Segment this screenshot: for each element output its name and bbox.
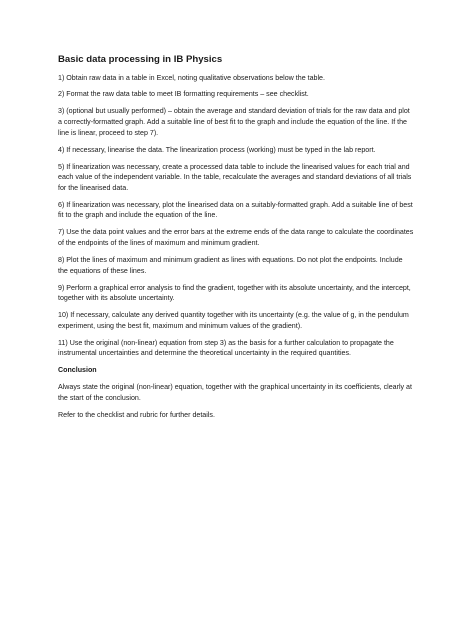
- step-1: 1) Obtain raw data in a table in Excel, noting qualitative observations below the table.: [58, 73, 325, 82]
- conclusion-text: Always state the original (non-linear) equation, together with the graphical uncertainty in its coefficients, clearly at the start of the conclusion.: [58, 383, 412, 402]
- step-6: 6) If linearization was necessary, plot the linearised data on a suitably-formatted graph. Add a suitable line of best fit to the graph and include the equation of the line.: [58, 200, 413, 220]
- step-10: 10) If necessary, calculate any derived quantity together with its uncertainty (e.g. the value of g, in the pendulum experiment, using the best fit, maximum and minimum values of the gradient).: [58, 311, 409, 330]
- step-8: 8) Plot the lines of maximum and minimum gradient as lines with equations. Do not plot the endpoints. Include the equations of these lines.: [58, 255, 403, 275]
- step-11: 11) Use the original (non-linear) equation from step 3) as the basis for a further calculation to propagate the instrumental uncertainties and determine the theoretical uncertainty in the required quantities.: [58, 338, 394, 358]
- step-5: 5) If linearization was necessary, create a processed data table to include the linearised values for each trial and each value of the independent variable. In the table, recalculate the averages and standard deviations of all trials for the linearised data.: [58, 162, 412, 192]
- step-3: 3) (optional but usually performed) – obtain the average and standard deviation of trials for the raw data and plot a correctly-formatted graph. Add a suitable line of best fit to the graph and include the equation of the line. If the line is linear, proceed to step 7).: [58, 107, 410, 137]
- step-9: 9) Perform a graphical error analysis to find the gradient, together with its absolute uncertainty, and the intercept, together with its absolute uncertainty.: [58, 283, 411, 303]
- conclusion-heading: Conclusion: [58, 366, 97, 375]
- document-title: Basic data processing in IB Physics: [58, 54, 223, 65]
- step-4: 4) If necessary, linearise the data. The linearization process (working) must be typed in the lab report.: [58, 145, 376, 154]
- step-2: 2) Format the raw data table to meet IB formatting requirements – see checklist.: [58, 90, 309, 99]
- step-7: 7) Use the data point values and the error bars at the extreme ends of the data range to calculate the coordinates of the endpoints of the lines of maximum and minimum gradient.: [58, 228, 414, 247]
- closing-note: Refer to the checklist and rubric for further details.: [58, 410, 215, 419]
